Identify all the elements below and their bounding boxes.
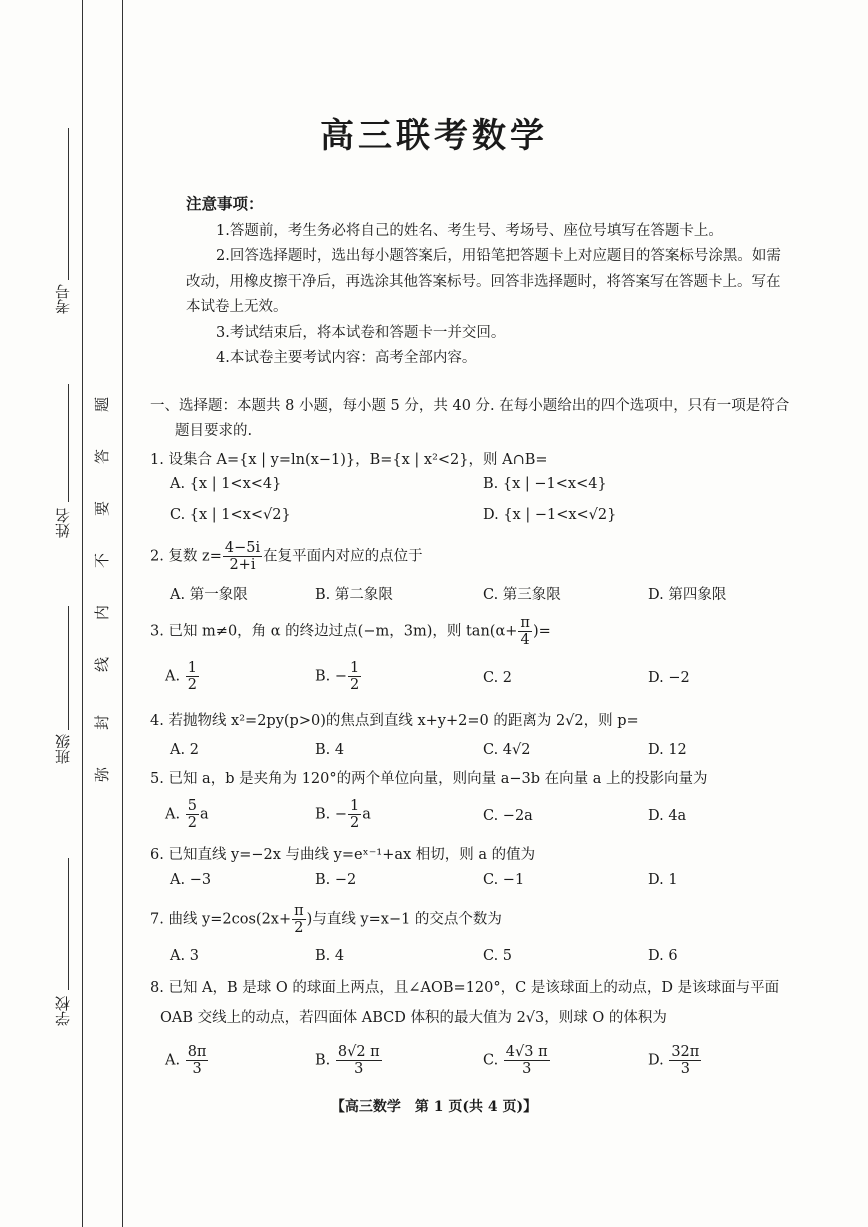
school-label: 学校 — [54, 996, 72, 1026]
option-b: B. 第二象限 — [315, 587, 393, 603]
option-a: A. −3 — [170, 872, 212, 888]
option-a: A. 第一象限 — [170, 587, 248, 603]
question-2-stem — [150, 540, 810, 573]
class-blank — [68, 606, 69, 730]
q3-a-den: 2 — [187, 677, 197, 693]
q3-post: )= — [532, 623, 551, 640]
question-8-options — [165, 1044, 805, 1084]
q2-den: 2+i — [229, 557, 256, 573]
notice-item: 4.本试卷主要考试内容：高考全部内容。 — [216, 350, 477, 366]
option-c: C. 第三象限 — [483, 587, 561, 603]
option-b: B. −2 — [315, 872, 357, 888]
q5-b-frac — [348, 798, 361, 831]
question-8-stem — [150, 976, 810, 1030]
q8-d-num: 32π — [671, 1044, 700, 1060]
seal-char: 封 — [93, 714, 112, 731]
option-c: C. 2 — [483, 670, 513, 686]
notice-item: 2.回答选择题时，选出每小题答案后，用铅笔把答题卡上对应题目的答案标号涂黑。如需改动，用橡皮擦干净后，再选涂其他答案标号。回答非选择题时，将答案写在答题卡上。写在本试卷上无效。 — [186, 248, 781, 315]
q7-num: π — [294, 903, 304, 919]
exam-title: 高三联考数学 — [320, 116, 548, 156]
option-a — [165, 798, 209, 831]
seal-char: 不 — [93, 552, 112, 569]
q8-b-frac — [336, 1044, 382, 1077]
seal-char: 题 — [93, 396, 112, 413]
q8-line-1: 8. 已知 A，B 是球 O 的球面上两点，且∠AOB=120°，C 是该球面上的动点，D 是该球面与平面 — [150, 980, 780, 996]
q3-pre: 3. 已知 m≠0，角 α 的终边过点(−m，3m)，则 tan(α+ — [150, 623, 518, 640]
q3-a-pre: A. — [165, 668, 185, 685]
option-c: C. −2a — [483, 808, 533, 824]
seal-char: 弥 — [93, 766, 112, 783]
name-label: 姓名 — [54, 508, 72, 538]
q8-a-num: 8π — [187, 1044, 207, 1060]
q5-b-num: 1 — [350, 798, 360, 814]
option-a: A. 3 — [170, 948, 199, 964]
q8-d-frac — [669, 1044, 701, 1077]
school-blank — [68, 858, 69, 990]
question-5-options — [165, 798, 805, 838]
q8-a-frac — [186, 1044, 209, 1077]
q8-c-num: 4√3 π — [505, 1044, 548, 1060]
name-blank — [68, 384, 69, 502]
q8-c-frac — [504, 1044, 550, 1077]
exam-no-label: 考号 — [54, 284, 72, 314]
q3-b-pre: B. − — [315, 668, 348, 685]
q7-post: )与直线 y=x−1 的交点个数为 — [306, 911, 502, 928]
option-d: D. {x | −1<x<√2} — [483, 507, 617, 523]
q2-post: 在复平面内对应的点位于 — [263, 548, 423, 565]
seal-char: 答 — [93, 448, 112, 465]
question-3-options — [165, 660, 805, 700]
notice-heading: 注意事项： — [186, 194, 264, 213]
page-footer: 【高三数学 第 1 页(共 4 页)】 — [330, 1099, 538, 1115]
q8-b-num: 8√2 π — [337, 1044, 380, 1060]
option-d: D. 第四象限 — [648, 587, 727, 603]
question-4-stem: 4. 若抛物线 x²=2py(p>0)的焦点到直线 x+y+2=0 的距离为 2√2，则 p= — [150, 713, 639, 729]
notice-item: 3.考试结束后，将本试卷和答题卡一并交回。 — [216, 324, 506, 341]
option-b — [315, 798, 371, 831]
option-a: A. {x | 1<x<4} — [170, 476, 282, 492]
question-3-stem — [150, 615, 810, 648]
q3-a-frac — [186, 660, 199, 693]
option-b — [315, 1044, 383, 1077]
q7-pre: 7. 曲线 y=2cos(2x+ — [150, 911, 292, 928]
q5-b-pre: B. − — [315, 806, 348, 823]
class-label: 班级 — [54, 734, 72, 764]
q3-fraction — [518, 615, 532, 648]
question-1-stem: 1. 设集合 A={x | y=ln(x−1)}，B={x | x²<2}，则 A∩B= — [150, 452, 548, 468]
option-c — [483, 1044, 551, 1077]
q5-a-post: a — [199, 806, 209, 823]
q8-c-den: 3 — [522, 1061, 532, 1077]
q8-a-den: 3 — [192, 1061, 202, 1077]
option-a: A. 2 — [170, 742, 199, 758]
option-d: D. −2 — [648, 670, 690, 686]
option-c: C. 4√2 — [483, 742, 531, 758]
q2-pre: 2. 复数 z= — [150, 548, 222, 565]
q5-a-den: 2 — [187, 815, 197, 831]
section-header — [150, 394, 810, 444]
q3-a-num: 1 — [187, 660, 197, 676]
question-6-stem: 6. 已知直线 y=−2x 与曲线 y=eˣ⁻¹+ax 相切，则 a 的值为 — [150, 847, 536, 863]
q3-den: 4 — [520, 632, 530, 648]
q7-den: 2 — [294, 920, 304, 936]
q8-b-pre: B. — [315, 1052, 335, 1069]
seal-char: 内 — [93, 604, 112, 621]
question-7-stem — [150, 903, 810, 936]
question-5-stem: 5. 已知 a，b 是夹角为 120°的两个单位向量，则向量 a−3b 在向量 a 上的投影向量为 — [150, 771, 708, 787]
q5-b-den: 2 — [350, 815, 360, 831]
q3-num: π — [520, 615, 530, 631]
notice-item: 1.答题前，考生务必将自己的姓名、考生号、考场号、座位号填写在答题卡上。 — [216, 222, 723, 239]
option-d: D. 12 — [648, 742, 687, 758]
q3-b-den: 2 — [350, 677, 360, 693]
seal-char: 要 — [93, 500, 112, 517]
q8-d-den: 3 — [680, 1061, 690, 1077]
q8-c-pre: C. — [483, 1052, 503, 1069]
section-line-2: 题目要求的. — [175, 423, 253, 439]
q5-a-num: 5 — [187, 798, 197, 814]
q2-num: 4−5i — [224, 540, 261, 556]
q8-b-den: 3 — [354, 1061, 364, 1077]
option-a — [165, 1044, 209, 1077]
q5-a-pre: A. — [165, 806, 185, 823]
option-b: B. {x | −1<x<4} — [483, 476, 607, 492]
q3-b-num: 1 — [350, 660, 360, 676]
q2-fraction — [223, 540, 262, 573]
q8-a-pre: A. — [165, 1052, 185, 1069]
binding-line-inner — [122, 0, 123, 1227]
option-b: B. 4 — [315, 948, 345, 964]
option-d: D. 6 — [648, 948, 678, 964]
q3-b-frac — [348, 660, 361, 693]
notice-block — [186, 191, 786, 372]
q8-line-2: OAB 交线上的动点，若四面体 ABCD 体积的最大值为 2√3，则球 O 的体积为 — [160, 1010, 667, 1026]
option-d: D. 4a — [648, 808, 687, 824]
q8-d-pre: D. — [648, 1052, 669, 1069]
section-line-1: 一、选择题：本题共 8 小题，每小题 5 分，共 40 分. 在每小题给出的四个选项中，只有一项是符合 — [150, 398, 790, 414]
seal-char: 线 — [93, 656, 112, 673]
option-c: C. {x | 1<x<√2} — [170, 507, 291, 523]
option-c: C. −1 — [483, 872, 525, 888]
q7-fraction — [292, 903, 306, 936]
binding-line-outer — [82, 0, 83, 1227]
option-d — [648, 1044, 702, 1077]
option-b: B. 4 — [315, 742, 345, 758]
q5-a-frac — [186, 798, 199, 831]
option-b — [315, 660, 362, 693]
q5-b-post: a — [362, 806, 371, 823]
option-d: D. 1 — [648, 872, 678, 888]
option-a — [165, 660, 200, 693]
option-c: C. 5 — [483, 948, 513, 964]
